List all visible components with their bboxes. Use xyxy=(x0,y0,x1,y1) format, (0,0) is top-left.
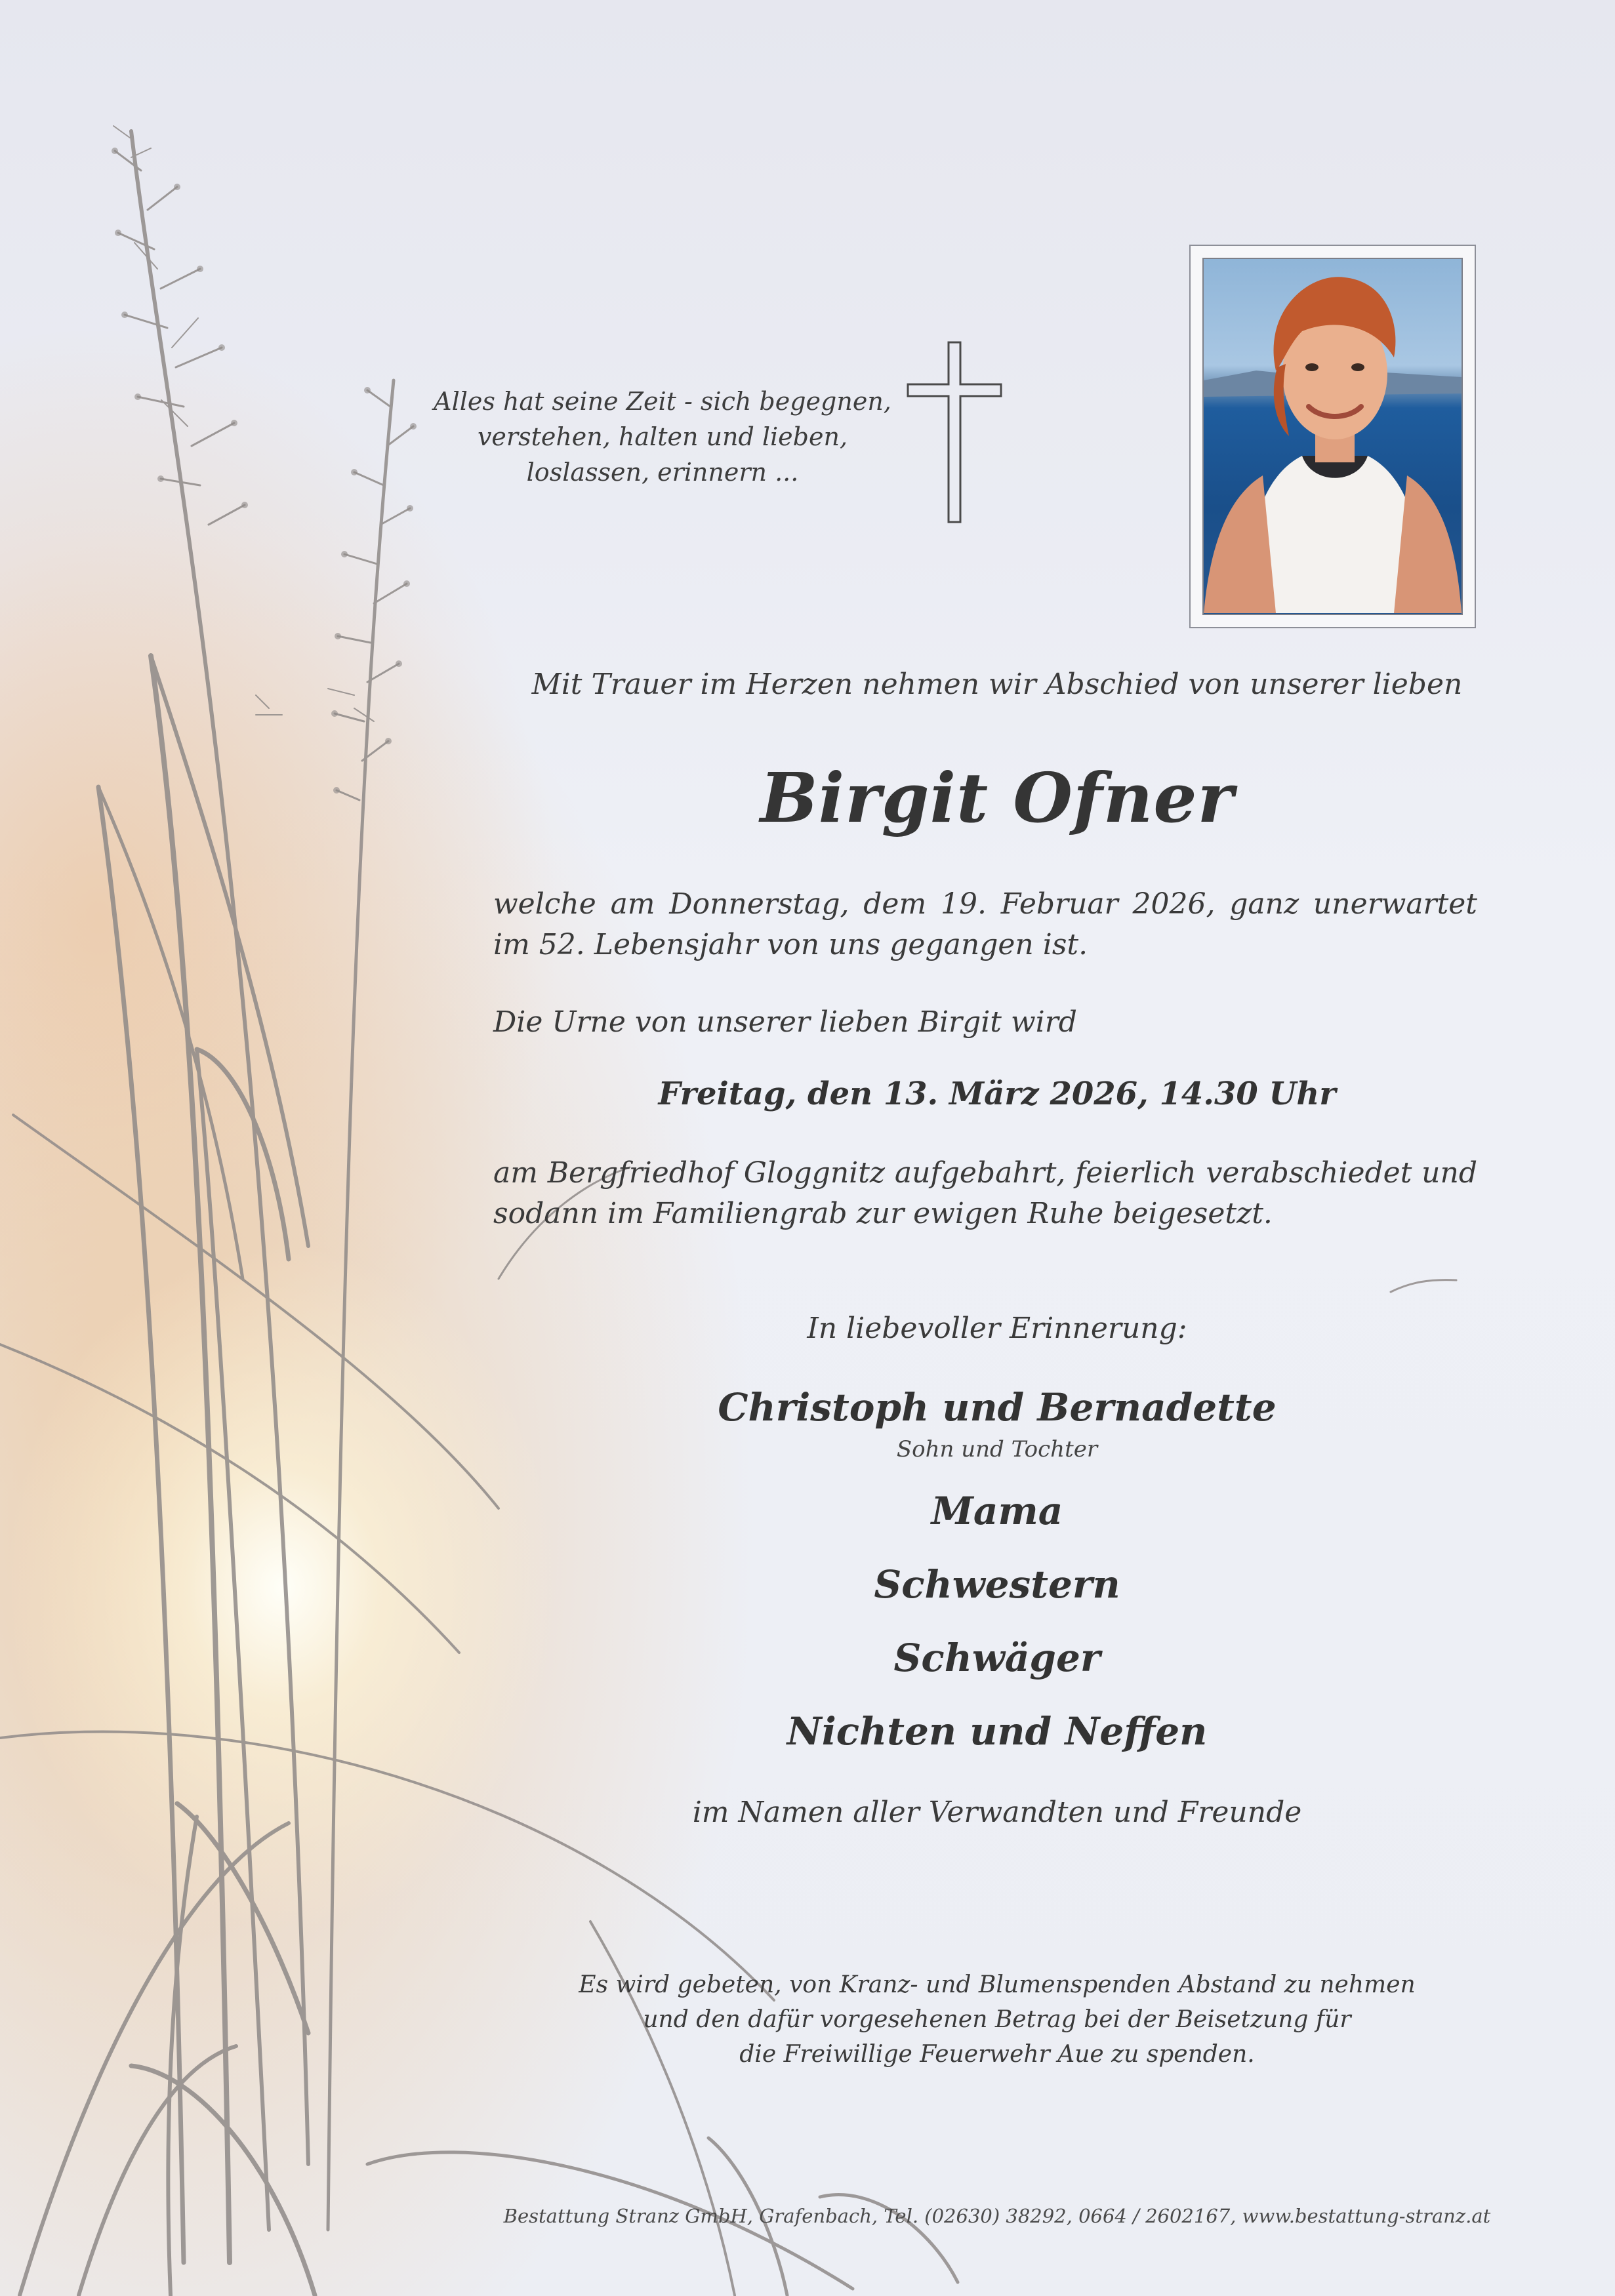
motto-line: loslassen, erinnern ... xyxy=(526,458,799,487)
urn-paragraph: Die Urne von unserer lieben Birgit wird xyxy=(493,1005,1077,1039)
remembrance-heading: In liebevoller Erinnerung: xyxy=(807,1312,1187,1345)
family-line: im Namen aller Verwandten und Freunde xyxy=(692,1796,1302,1829)
motto-line: Alles hat seine Zeit - sich begegnen, xyxy=(434,387,891,416)
ceremony-date: Freitag, den 13. März 2026, 14.30 Uhr xyxy=(658,1076,1336,1112)
motto-quote xyxy=(426,384,899,490)
death-notice-paragraph: welche am Donnerstag, dem 19. Februar 2026, ganz unerwartet im 52. Lebensjahr von uns gegangen ist. xyxy=(493,887,1477,961)
mourner-relation: Sohn und Tochter xyxy=(896,1436,1098,1462)
mourner-name: Mama xyxy=(931,1489,1063,1533)
portrait-illustration xyxy=(1204,259,1462,614)
burial-paragraph: am Bergfriedhof Gloggnitz aufgebahrt, feierlich verabschiedet und sodann im Familiengrab zur ewigen Ruhe beigesetzt. xyxy=(493,1156,1477,1230)
mourner-name: Nichten und Neffen xyxy=(787,1709,1208,1754)
motto-line: verstehen, halten und lieben, xyxy=(477,422,848,451)
latin-cross-outline-icon xyxy=(905,340,1004,525)
deceased-name: Birgit Ofner xyxy=(760,757,1235,838)
donation-request xyxy=(538,1967,1456,2072)
donation-request-line: Es wird gebeten, von Kranz- und Blumenspenden Abstand zu nehmen xyxy=(579,1971,1416,1998)
mourner-name: Schwäger xyxy=(893,1636,1101,1680)
intro-line: Mit Trauer im Herzen nehmen wir Abschied von unserer lieben xyxy=(531,668,1463,701)
mourner-name: Schwestern xyxy=(874,1562,1120,1607)
funeral-home-footer: Bestattung Stranz GmbH, Grafenbach, Tel. (02630) 38292, 0664 / 2602167, www.bestattung-stranz.at xyxy=(503,2205,1491,2227)
donation-request-line: die Freiwillige Feuerwehr Aue zu spenden. xyxy=(739,2041,1255,2068)
donation-request-line: und den dafür vorgesehenen Betrag bei der Beisetzung für xyxy=(643,2006,1351,2033)
portrait-frame xyxy=(1189,245,1476,628)
portrait-photo xyxy=(1202,258,1463,615)
mourner-name: Christoph und Bernadette xyxy=(718,1385,1277,1430)
